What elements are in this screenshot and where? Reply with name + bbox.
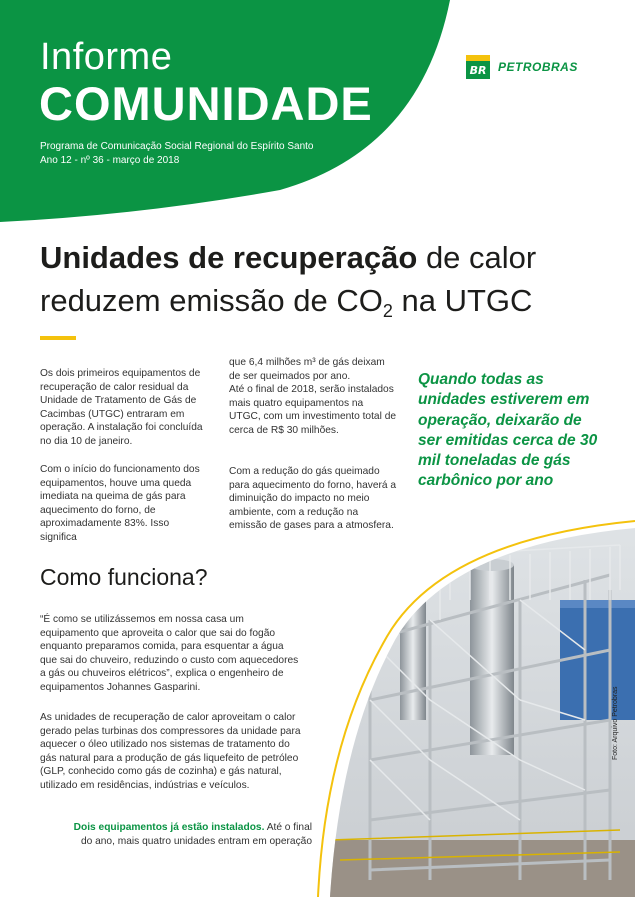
masthead-informe: Informe xyxy=(40,36,173,78)
section-paragraph-2: As unidades de recuperação de calor aproveitam o calor gerado pelas turbinas dos compressores da unidade para aquecer o óleo utilizado nos sistemas de tratamento do gás natural para a produção de gás liquefeito de petróleo (GLP, conhecido como gás de cozinha) e gás natural, utilizado em residências, indústrias e veículos. xyxy=(40,712,301,791)
title-line1-rest: de calor xyxy=(417,240,537,275)
col2-paragraph-1: que 6,4 milhões m³ de gás deixam de ser queimados por ano. xyxy=(229,357,385,382)
col2-paragraph-2: Até o final de 2018, serão instalados mais quatro equipamentos na UTGC, com um investimento total de cerca de R$ 30 milhões. xyxy=(229,384,397,436)
issue-info: Ano 12 - nº 36 - março de 2018 xyxy=(40,155,180,166)
title-subscript: 2 xyxy=(382,301,393,321)
logo-wordmark: PETROBRAS xyxy=(498,60,578,74)
photo-credit: Foto: Arquivo Petrobras xyxy=(612,686,619,760)
program-name: Programa de Comunicação Social Regional do Espírito Santo xyxy=(40,141,314,152)
col1-paragraph-1: Os dois primeiros equipamentos de recuperação de calor residual da Unidade de Tratamento de Gás de Cacimbas (UTGC) entraram em operação. A instalação foi concluída no dia 10 de janeiro. xyxy=(40,368,203,447)
section-heading: Como funciona? xyxy=(40,564,208,590)
br-logo-icon: BR xyxy=(466,55,490,79)
col1-paragraph-2: Com o início do funcionamento dos equipamentos, houve uma queda imediata na queima de gás para aquecimento do forno, de aproximadamente 83%. Isso significa xyxy=(40,464,200,543)
section-paragraph-1: “É como se utilizássemos em nossa casa um equipamento que aproveita o calor que sai do fogão enquanto preparamos comida, para esquentar a água que sai do chuveiro, reduzindo o custo com aquecedores a gás ou chuveiros elétricos”, explica o engenheiro de equipamentos Johannes Gasparini. xyxy=(40,614,299,693)
pull-quote: Quando todas as unidades estiverem em operação, deixarão de ser emitidas cerca de 30 mil toneladas de gás carbônico por ano xyxy=(418,371,598,490)
caption-rest: Até o final do ano, mais quatro unidades entram em operação xyxy=(80,822,312,847)
title-bold: Unidades de recuperação xyxy=(40,240,418,275)
photo-caption xyxy=(62,821,312,848)
title-line2: reduzem emissão de CO xyxy=(40,283,383,318)
col2-paragraph-3: Com a redução do gás queimado para aquecimento do forno, haverá a diminuição do impacto no meio ambiente, com a redução na emissão de gases para a atmosfera. xyxy=(229,466,397,532)
masthead-comunidade: COMUNIDADE xyxy=(39,77,373,130)
title-line2-end: na UTGC xyxy=(392,283,533,318)
caption-highlight: Dois equipamentos já estão instalados. xyxy=(73,822,265,833)
